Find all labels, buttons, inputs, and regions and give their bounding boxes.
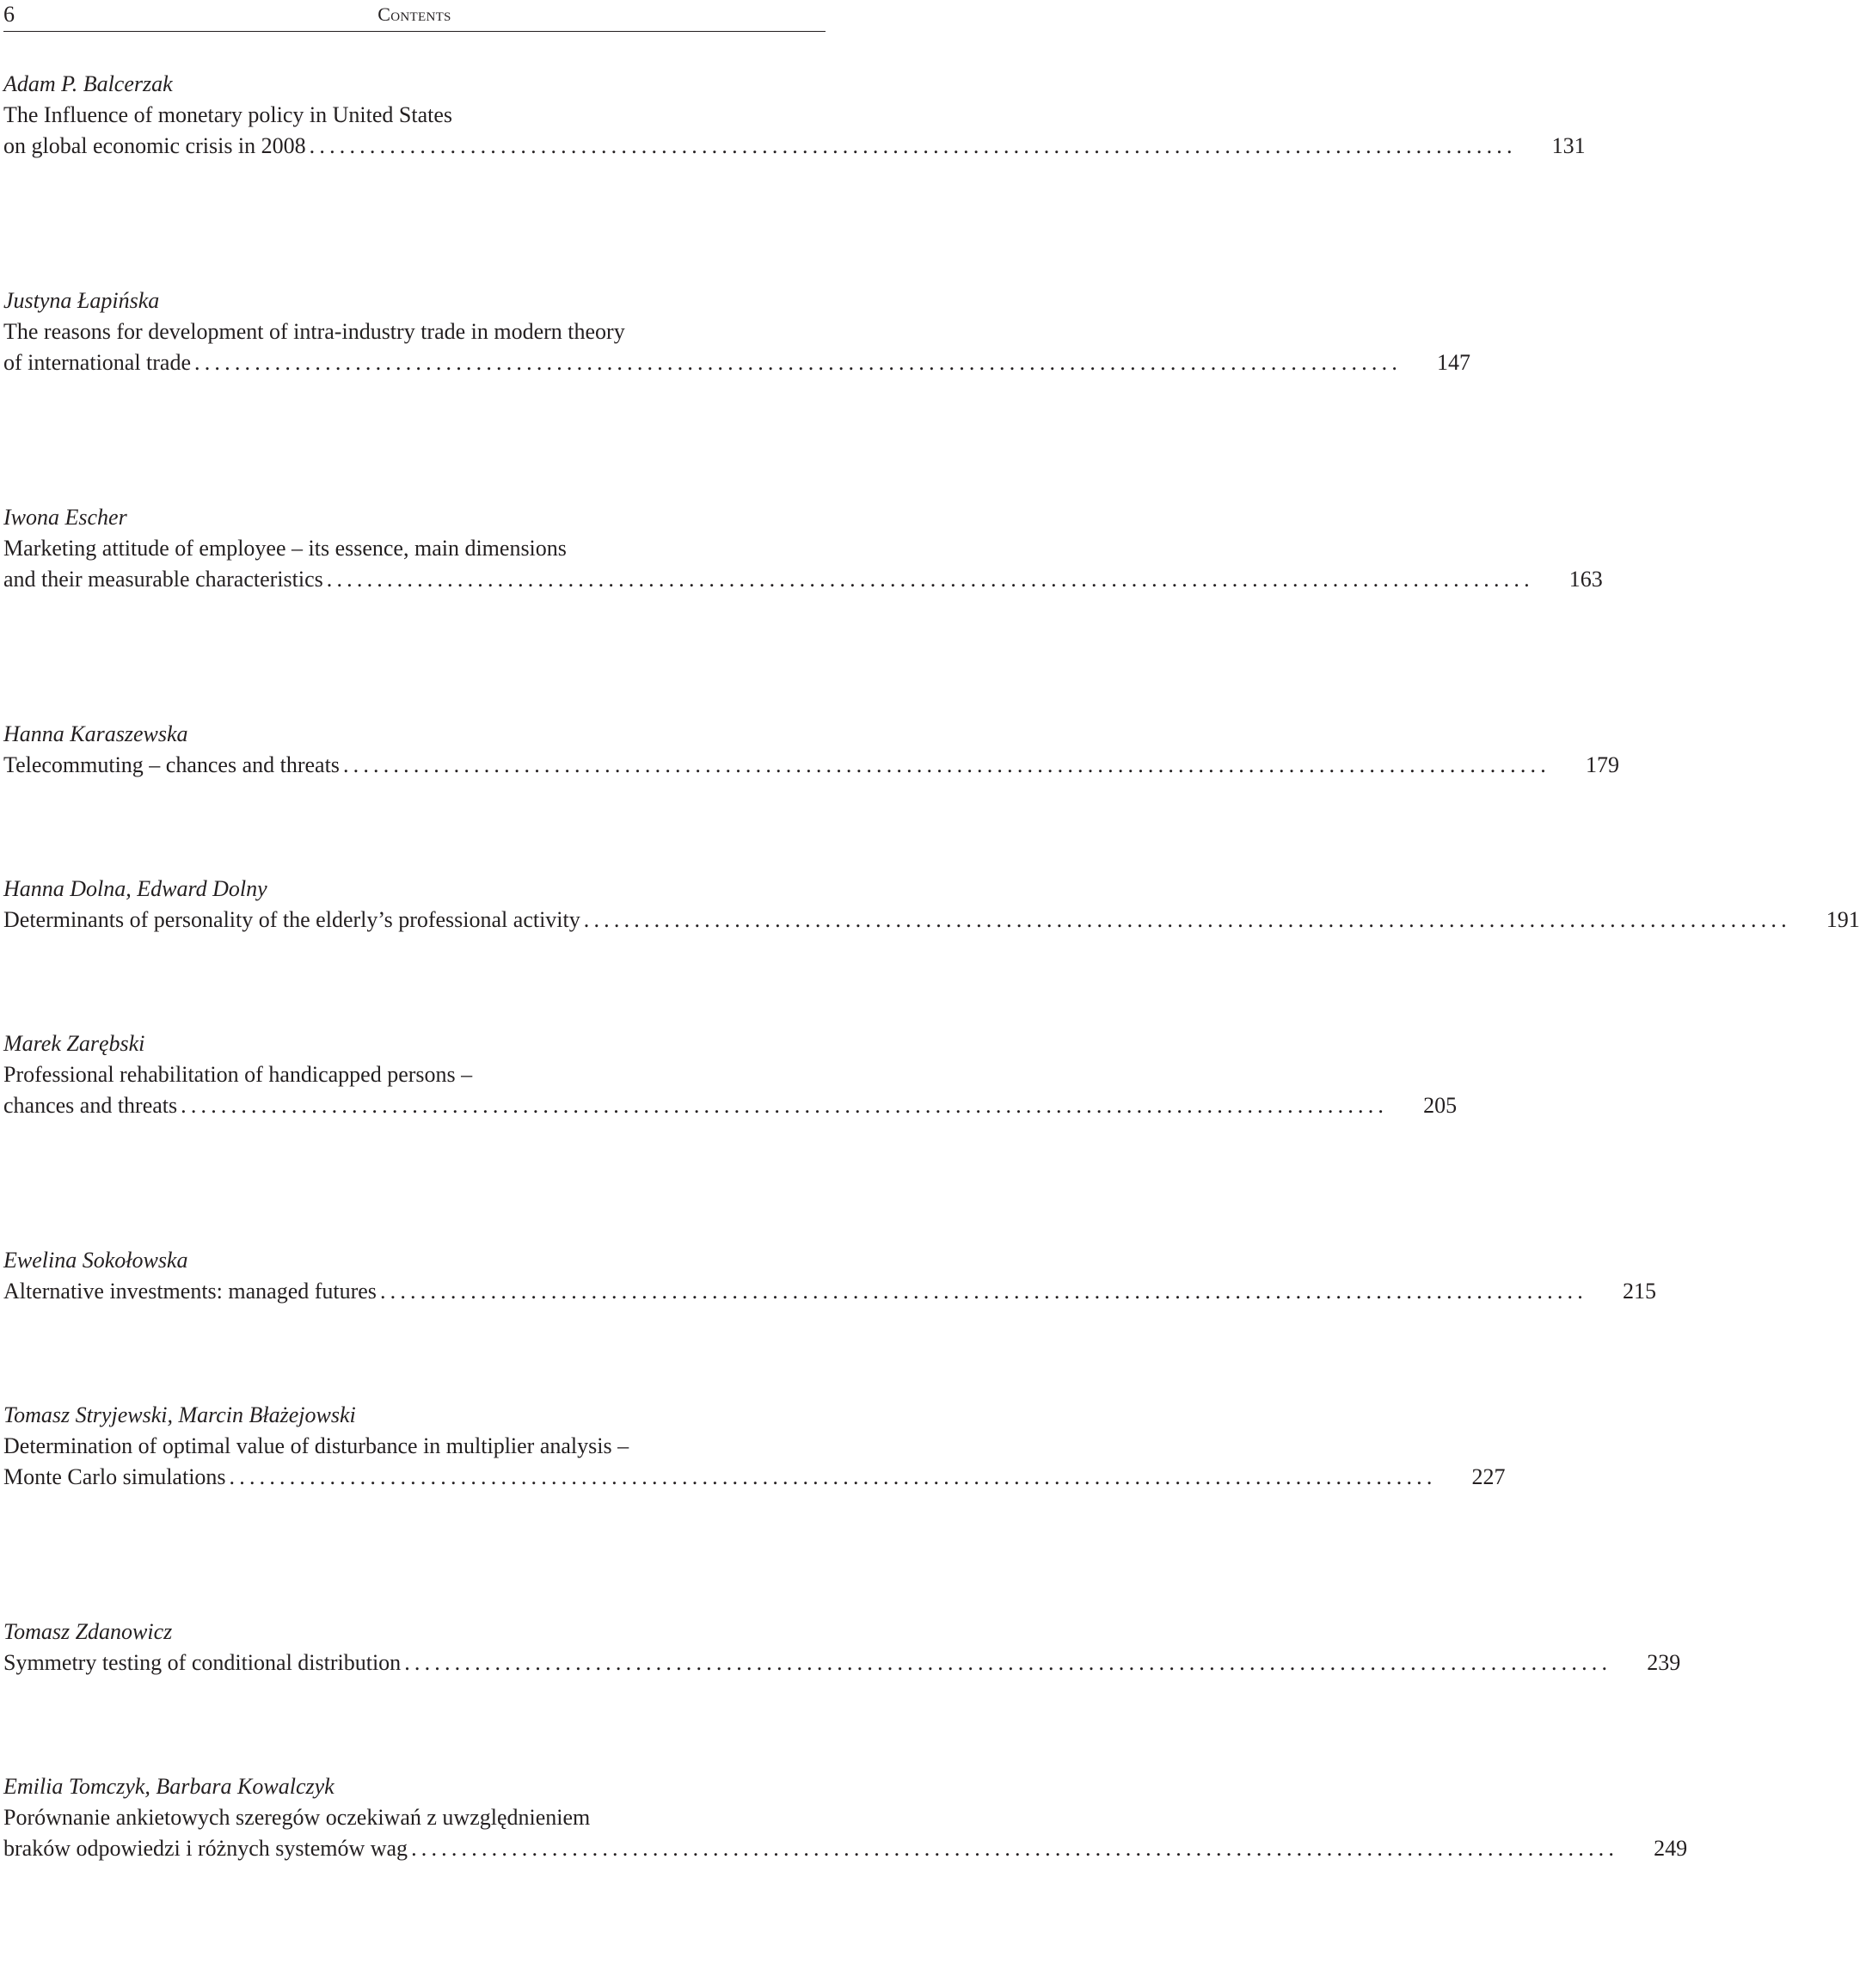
entry-title-line: Porównanie ankietowych szeregów oczekiwań z uwzględnieniem (3, 1805, 591, 1830)
page-header (3, 0, 826, 32)
entry-page-number: 249 (1654, 1836, 1688, 1861)
toc-entry (3, 1617, 1681, 1771)
toc-entry (3, 1771, 1688, 1988)
toc-entry (3, 719, 1619, 874)
entry-title-line: Determination of optimal value of disturbance in multiplier analysis – (3, 1433, 629, 1458)
entry-author: Adam P. Balcerzak (3, 71, 173, 96)
entry-page-number: 191 (1826, 907, 1860, 932)
entry-author: Iwona Escher (3, 505, 127, 530)
dot-leader: ........................................................................................................................ (309, 133, 1517, 158)
entry-title-end: Determinants of personality of the elderly’s professional activity (3, 907, 580, 932)
entry-author: Tomasz Zdanowicz (3, 1619, 173, 1644)
entry-title-line: The Influence of monetary policy in United States (3, 102, 453, 127)
toc-entry (3, 285, 1471, 502)
entry-author: Justyna Łapińska (3, 288, 160, 313)
entry-last-line (3, 1647, 1681, 1678)
entry-page-number: 179 (1585, 752, 1619, 777)
entry-page-number: 163 (1568, 567, 1603, 592)
dot-leader: ........................................................................................................................ (411, 1836, 1619, 1861)
entry-title-end: Alternative investments: managed futures (3, 1279, 377, 1304)
toc-entry (3, 1400, 1506, 1617)
dot-leader: ........................................................................................................................ (194, 350, 1403, 375)
entry-last-line (3, 1462, 1506, 1493)
entry-last-line (3, 750, 1619, 781)
entry-last-line (3, 131, 1586, 162)
entry-title-end: chances and threats (3, 1093, 178, 1118)
toc-entry (3, 874, 1860, 1028)
dot-leader: ........................................................................................................................ (229, 1464, 1437, 1489)
dot-leader: ........................................................................................................................ (181, 1093, 1389, 1118)
entry-page-number: 147 (1437, 350, 1471, 375)
dot-leader: ........................................................................................................................ (404, 1650, 1612, 1675)
entry-title-end: on global economic crisis in 2008 (3, 133, 306, 158)
toc-entry (3, 1245, 1656, 1400)
dot-leader: ........................................................................................................................ (326, 567, 1534, 592)
entry-title-line: Marketing attitude of employee – its essence, main dimensions (3, 536, 567, 561)
toc-entry (3, 502, 1603, 719)
entry-page-number: 239 (1647, 1650, 1681, 1675)
entry-author: Hanna Karaszewska (3, 721, 188, 746)
entry-title-end: Telecommuting – chances and threats (3, 752, 340, 777)
entry-page-number: 215 (1622, 1279, 1656, 1304)
entry-title-end: Monte Carlo simulations (3, 1464, 226, 1489)
entry-author: Tomasz Stryjewski, Marcin Błażejowski (3, 1402, 356, 1427)
entry-author: Marek Zarębski (3, 1031, 145, 1056)
entry-title-line: Professional rehabilitation of handicapped persons – (3, 1062, 473, 1087)
entry-last-line (3, 347, 1471, 378)
entry-title-end: of international trade (3, 350, 192, 375)
entry-title-end: and their measurable characteristics (3, 567, 323, 592)
entry-last-line (3, 1090, 1458, 1121)
running-head: Contents (378, 3, 451, 25)
entry-page-number: 205 (1423, 1093, 1458, 1118)
entry-last-line (3, 564, 1603, 595)
entry-last-line (3, 1833, 1688, 1864)
entry-page-number: 227 (1471, 1464, 1506, 1489)
toc-entry (3, 69, 1586, 285)
table-of-contents (3, 69, 1860, 1988)
entry-author: Ewelina Sokołowska (3, 1248, 188, 1273)
entry-last-line (3, 905, 1860, 936)
entry-title-end: braków odpowiedzi i różnych systemów wag (3, 1836, 408, 1861)
dot-leader: ........................................................................................................................ (379, 1279, 1587, 1304)
entry-page-number: 131 (1551, 133, 1586, 158)
page-number: 6 (3, 2, 15, 27)
entry-last-line (3, 1276, 1656, 1307)
entry-author: Hanna Dolna, Edward Dolny (3, 876, 267, 901)
entry-author: Emilia Tomczyk, Barbara Kowalczyk (3, 1774, 335, 1799)
dot-leader: ........................................................................................................................ (342, 752, 1550, 777)
entry-title-line: The reasons for development of intra-industry trade in modern theory (3, 319, 625, 344)
toc-entry (3, 1028, 1458, 1245)
entry-title-end: Symmetry testing of conditional distribution (3, 1650, 402, 1675)
dot-leader: ........................................................................................................................ (583, 907, 1791, 932)
